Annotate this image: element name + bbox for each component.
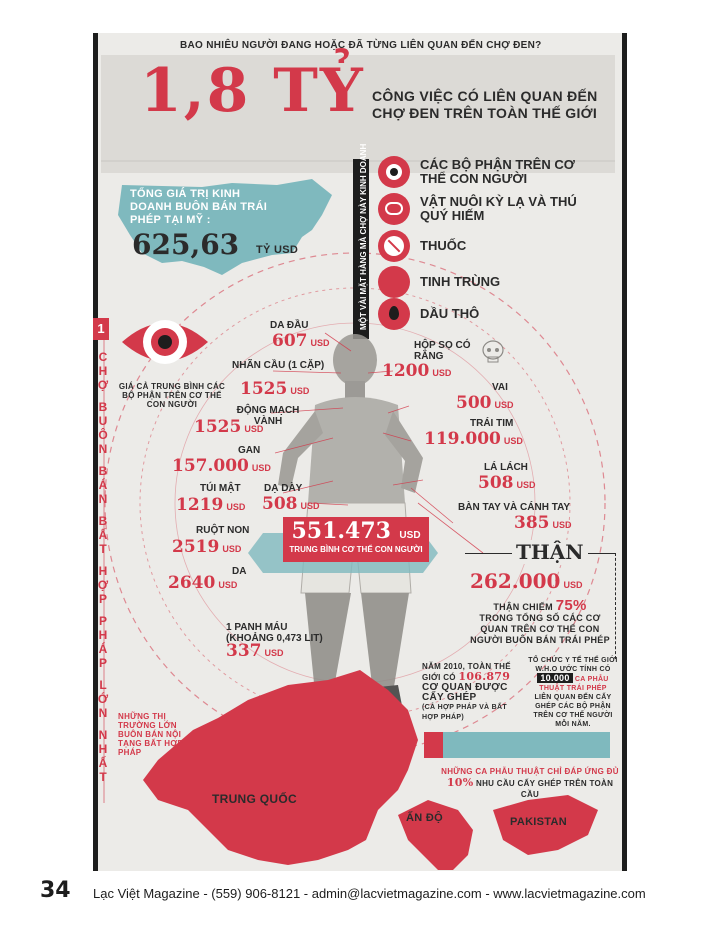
asia-map [98, 660, 618, 870]
kidney-share-text: TRONG TỔNG SỐ CÁC CƠ QUAN TRÊN CƠ THỂ CON NGƯỜI BUÔN BÁN TRÁI PHÉP [470, 613, 610, 645]
footer-text: Lạc Việt Magazine - (559) 906-8121 - admin@lacvietmagazine.com - www.lacvietmagazine.com [93, 886, 646, 901]
organ-value: 157.000 USD [172, 456, 271, 476]
organ-value: 1525 USD [240, 379, 310, 399]
average-value: 551.473 [291, 518, 391, 544]
kidney-share-prefix: THẬN CHIẾM [493, 602, 553, 612]
organ-value: 337 USD [226, 641, 284, 661]
animal-icon [378, 193, 410, 225]
header-subtitle [372, 88, 622, 122]
header-question: BAO NHIÊU NGƯỜI ĐANG HOẶC ĐÃ TỪNG LIÊN QUAN ĐẾN CHỢ ĐEN? [180, 40, 542, 51]
organ-value: 508 USD [262, 494, 320, 514]
side-vertical-word: B Ấ T [98, 514, 108, 556]
organ-label: DA [232, 566, 247, 577]
kidney-share-pct: 75% [555, 597, 587, 614]
side-vertical-word: B U Ô N [98, 400, 108, 456]
china-label: TRUNG QUỐC [212, 792, 297, 806]
organ-value: 607 USD [272, 331, 330, 351]
bar-caption-pre: NHỮNG CA PHẪU THUẬT CHỈ ĐÁP ỨNG ĐỦ [441, 767, 619, 776]
pakistan-label: PAKISTAN [510, 816, 567, 828]
category-item-animals [378, 193, 600, 225]
transplant-left-num: 106.879 [458, 670, 511, 683]
usa-unit: TỶ USD [256, 244, 299, 256]
india-shape [398, 800, 473, 870]
category-label: DẦU THÔ [420, 306, 480, 321]
map-note: NHỮNG THỊ TRƯỜNG LỚN BUÔN BÁN NỘI TẠNG BẤT HỢP PHÁP [118, 712, 183, 757]
organ-value: 500 USD [456, 393, 514, 413]
organ-label: HỘP SỌ CÓ RĂNG [414, 340, 471, 362]
drop-icon [378, 298, 410, 330]
category-vertical-label [357, 143, 371, 340]
page-number: 34 [40, 878, 71, 903]
organ-value: 1525 USD [194, 417, 264, 437]
organ-label: TRÁI TIM [470, 418, 514, 429]
transplant-left-pre: NĂM 2010, TOÀN THẾ GIỚI CÓ [422, 662, 511, 682]
transplant-right-red: CA PHẪU THUẬT TRÁI PHÉP [539, 676, 609, 692]
organ-label: ĐỘNG MẠCH VÀNH [236, 405, 300, 427]
bar-caption-post: NHU CẦU CẤY GHÉP TRÊN TOÀN CẦU [476, 779, 614, 799]
pill-icon [378, 230, 410, 262]
category-label: TINH TRÙNG [420, 274, 501, 289]
side-vertical-word: N H Ấ T [98, 728, 108, 784]
category-item-sperm [378, 266, 500, 298]
side-vertical-word: C H Ợ [97, 350, 109, 392]
organ-label: RUỘT NON [196, 525, 250, 536]
kidney-share [470, 597, 610, 646]
organ-label: VAI [492, 382, 508, 393]
category-label: VẬT NUÔI KỲ LẠ VÀ THÚ QUÝ HIẾM [420, 194, 577, 223]
organ-label: NHÃN CẦU (1 CẶP) [232, 360, 325, 371]
organ-label: BÀN TAY VÀ CÁNH TAY [458, 502, 571, 513]
organ-label: DẠ DÀY [264, 483, 303, 494]
organ-value: 1219 USD [176, 495, 246, 515]
organ-value: 119.000 USD [424, 429, 523, 449]
usa-label: TỔNG GIÁ TRỊ KINH DOANH BUÔN BÁN TRÁI PHÉP TẠI MỸ : [130, 188, 268, 226]
category-label: CÁC BỘ PHẬN TRÊN CƠ THỂ CON NGƯỜI [420, 157, 575, 186]
organ-value: 1200 USD [382, 361, 452, 381]
eye-icon [378, 156, 410, 188]
transplant-left-note: (CẢ HỢP PHÁP VÀ BẤT HỢP PHÁP) [422, 704, 507, 721]
eye-caption: GIÁ CẢ TRUNG BÌNH CÁC BỘ PHẬN TRÊN CƠ THỂ CON NGƯỜI [118, 382, 226, 409]
average-figure [283, 518, 429, 554]
kidney-value: 262.000 USD [470, 569, 583, 593]
organ-label: DA ĐẦU [270, 320, 309, 331]
header-big-number: 1,8 TỶ [140, 56, 365, 126]
side-vertical-word: B Á N [98, 464, 108, 506]
category-item-oil [378, 298, 479, 330]
organ-label: GAN [238, 445, 261, 456]
category-item-body-parts [378, 156, 600, 188]
bar-caption-pct: 10% [446, 776, 474, 789]
page-footer [0, 878, 718, 918]
circle-icon [378, 266, 410, 298]
usa-value: 625,63 [132, 228, 240, 261]
organ-label: TÚI MẬT [200, 483, 241, 494]
side-vertical-word: P H Á P [98, 614, 108, 670]
category-vertical-text: MỘT VÀI MẶT HÀNG MÀ CHỢ NÀY KINH DOANH [359, 143, 368, 330]
big-eye-icon [120, 302, 210, 382]
transplant-right-num: 10.000 [537, 673, 572, 683]
kidney-title: THẬN [512, 540, 588, 564]
india-label: ẤN ĐỘ [406, 812, 443, 824]
organ-value: 2640 USD [168, 573, 238, 593]
side-vertical-word: H Ợ P [97, 564, 109, 606]
transplant-left-post: CƠ QUAN ĐƯỢC CẤY GHÉP [422, 682, 508, 703]
china-shape [143, 670, 418, 865]
average-unit: USD [399, 530, 421, 541]
category-item-drugs [378, 230, 466, 262]
side-number-badge: 1 [93, 318, 109, 340]
transplant-right-pre: TỔ CHỨC Y TẾ THẾ GIỚI W.H.O ƯỚC TÍNH CÓ [528, 657, 618, 673]
header-subtitle-line2: CHỢ ĐEN TRÊN TOÀN THẾ GIỚI [372, 105, 598, 121]
skull-icon [480, 340, 506, 364]
average-caption: TRUNG BÌNH CƠ THỂ CON NGƯỜI [289, 545, 423, 554]
header-subtitle-line1: CÔNG VIỆC CÓ LIÊN QUAN ĐẾN [372, 88, 598, 104]
organ-label: LÁ LÁCH [484, 462, 528, 473]
organ-value: 385 USD [514, 513, 572, 533]
organ-label: 1 PANH MÁU (KHOẢNG 0,473 LIT) [226, 622, 323, 644]
organ-value: 2519 USD [172, 537, 242, 557]
organ-value: 508 USD [478, 473, 536, 493]
category-label: THUỐC [420, 238, 467, 253]
transplant-right-post: LIÊN QUAN ĐẾN CẤY GHÉP CÁC BỘ PHẬN TRÊN CƠ THỂ NGƯỜI MỖI NĂM. [533, 694, 613, 728]
side-vertical-word: L Ớ N [97, 678, 109, 720]
